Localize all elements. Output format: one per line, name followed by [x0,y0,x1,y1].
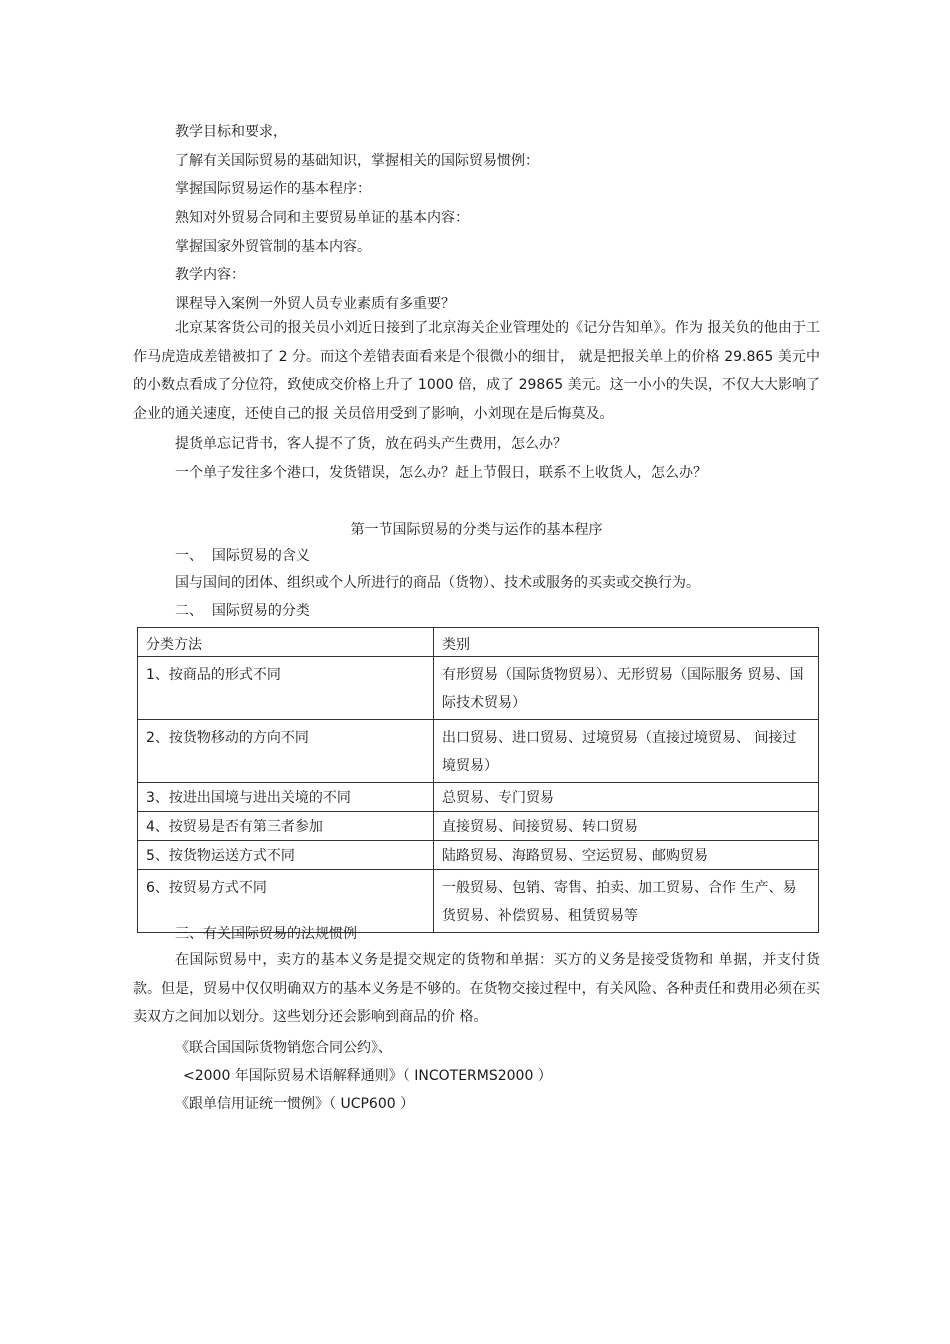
goal-item: 熟知对外贸易合同和主要贸易单证的基本内容： [175,210,469,226]
case-title: 课程导入案例一外贸人员专业素质有多重要？ [175,296,455,312]
table-cell: 一般贸易、包销、寄售、拍卖、加工贸易、合作 生产、易货贸易、补偿贸易、租赁贸易等 [434,870,819,933]
classification-table [137,627,819,933]
table-cell: 陆路贸易、海路贸易、空运贸易、邮购贸易 [434,841,819,870]
reference-item: <2000 年国际贸易术语解释通则》（ INCOTERMS2000 ） [183,1068,552,1084]
table-cell: 4、按贸易是否有第三者参加 [138,812,434,841]
table-row [138,783,819,812]
table-cell: 2、按货物移动的方向不同 [138,720,434,783]
goal-item: 掌握国家外贸管制的基本内容。 [175,239,371,255]
table-cell: 出口贸易、进口贸易、过境贸易（直接过境贸易、 间接过境贸易） [434,720,819,783]
table-cell: 5、按货物运送方式不同 [138,841,434,870]
goals-title: 教学目标和要求， [175,124,287,140]
regulations-paragraph: 在国际贸易中，卖方的基本义务是提交规定的货物和单据：买方的义务是接受货物和 单据，并支付货款。但是，贸易中仅仅明确双方的基本义务是不够的。在货物交接过程中，有关风险、各种责任和费用必须在买卖双方之间加以划分。这些划分还会影响到商品的价 格。 [133,952,820,1025]
table-cell: 总贸易、专门贸易 [434,783,819,812]
meaning-text: 国与国间的团体、组织或个人所进行的商品（货物）、技术或服务的买卖或交换行为。 [175,575,700,591]
subheading-meaning: 一、 国际贸易的含义 [175,548,310,564]
table-header-cell: 分类方法 [138,628,434,657]
table-row [138,841,819,870]
content-title: 教学内容： [175,267,245,283]
reference-item: 《联合国国际货物销您合同公约》、 [175,1040,392,1056]
reference-item: 《跟单信用证统一惯例》（ UCP600 ） [175,1096,415,1112]
table-cell: 1、按商品的形式不同 [138,657,434,720]
table-row [138,812,819,841]
table-header-row [138,628,819,657]
subheading-regulations: 三、有关国际贸易的法规惯例 [175,926,357,942]
table-cell: 直接贸易、间接贸易、转口贸易 [434,812,819,841]
table-header-cell: 类别 [434,628,819,657]
table-row [138,657,819,720]
goal-item: 了解有关国际贸易的基础知识，掌握相关的国际贸易惯例： [175,153,539,169]
table-cell: 有形贸易（国际货物贸易）、无形贸易（国际服务 贸易、国际技术贸易） [434,657,819,720]
goal-item: 掌握国际贸易运作的基本程序： [175,181,371,197]
subheading-classification: 二、 国际贸易的分类 [175,603,310,619]
table-cell: 6、按贸易方式不同 [138,870,434,933]
question-item: 提货单忘记背书，客人提不了货，放在码头产生费用，怎么办？ [175,436,567,452]
table-row [138,720,819,783]
case-paragraph: 北京某客货公司的报关员小刘近日接到了北京海关企业管理处的《记分告知单》。作为 报关负的他由于工作马虎造成差错被扣了 2 分。而这个差错表面看来是个很微小的细甘， 就是把报关单上的价格 29.865 美元中的小数点看成了分位符，致使成交价格上升了 1000 倍，成了 29865 美元。这一小小的失误，不仅大大影响了企业的通关速度，还使自己的报 关员倍用受到了影响，小刘现在是后悔莫及。 [133,320,820,422]
table-cell: 3、按进出国境与进出关境的不同 [138,783,434,812]
section-title: 第一节国际贸易的分类与运作的基本程序 [350,522,603,538]
question-item: 一个单子发往多个港口，发货错误，怎么办？赶上节假日，联系不上收货人，怎么办？ [175,465,707,481]
